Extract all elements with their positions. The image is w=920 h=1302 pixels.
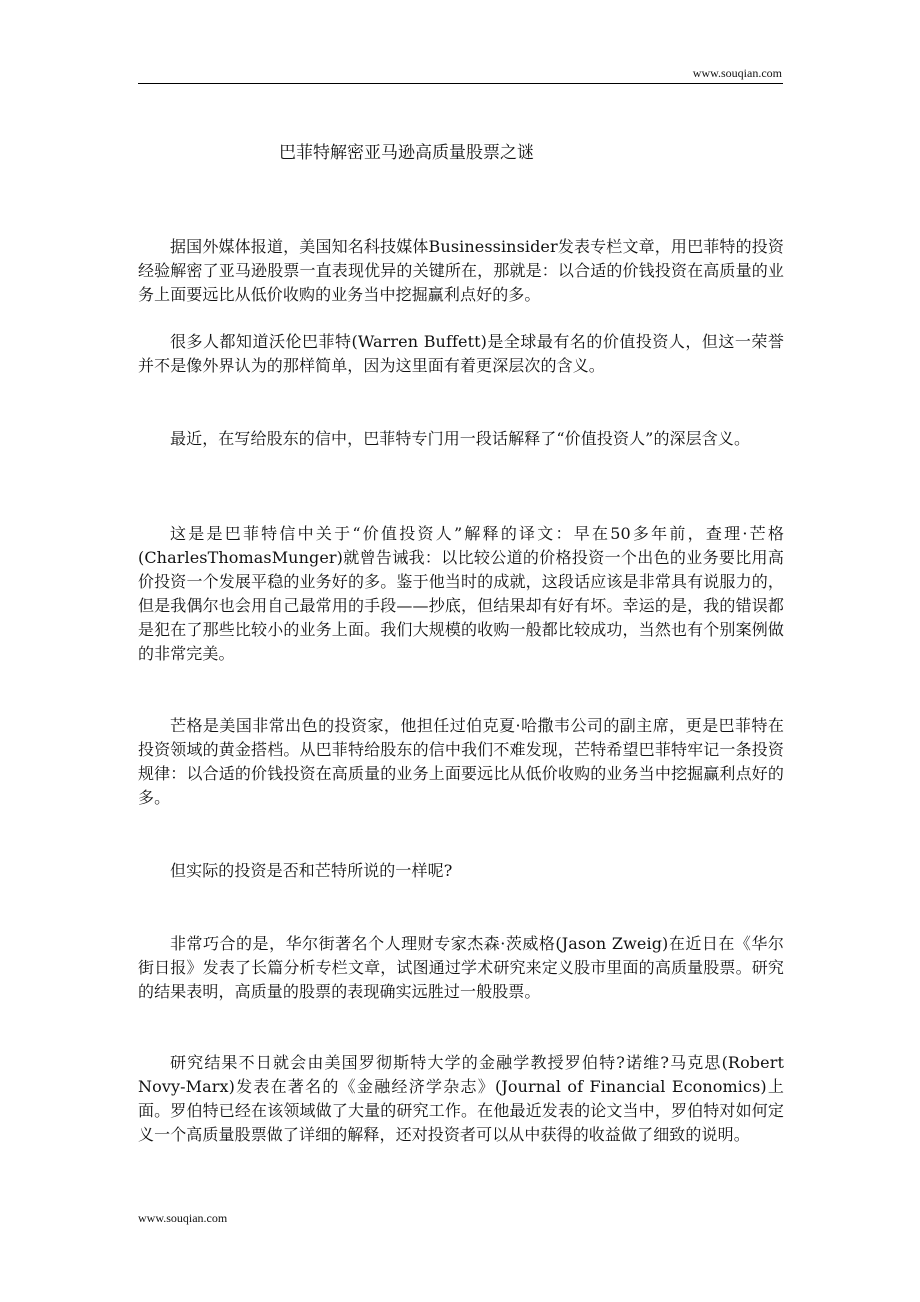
- paragraph-1: 据国外媒体报道，美国知名科技媒体Businessinsider发表专栏文章，用巴菲特的投资经验解密了亚马逊股票一直表现优异的关键所在，那就是：以合适的价钱投资在高质量的业务上面要远比从低价收购的业务当中挖掘赢利点好的多。: [138, 237, 784, 304]
- paragraph-3: 最近，在写给股东的信中，巴菲特专门用一段话解释了“价值投资人”的深层含义。: [170, 429, 751, 448]
- paragraph-2: 很多人都知道沃伦巴菲特(Warren Buffett)是全球最有名的价值投资人，但这一荣誉并不是像外界认为的那样简单，因为这里面有着更深层次的含义。: [138, 332, 784, 375]
- footer-url: www.souqian.com: [138, 1211, 228, 1225]
- document-title: 巴菲特解密亚马逊高质量股票之谜: [279, 143, 534, 163]
- paragraph-8: 研究结果不日就会由美国罗彻斯特大学的金融学教授罗伯特?诺维?马克思(Robert Novy-Marx)发表在著名的《金融经济学杂志》(Journal of Financial Economics)上面。罗伯特已经在该领域做了大量的研究工作。在他最近发表的论文当中，罗伯特对如何定义一个高质量股票做了详细的解释，还对投资者可以从中获得的收益做了细致的说明。: [138, 1053, 784, 1144]
- header-divider: [138, 83, 783, 84]
- paragraph-6: 但实际的投资是否和芒特所说的一样呢?: [170, 861, 453, 880]
- paragraph-7: 非常巧合的是，华尔街著名个人理财专家杰森·茨威格(Jason Zweig)在近日在《华尔街日报》发表了长篇分析专栏文章，试图通过学术研究来定义股市里面的高质量股票。研究的结果表明，高质量的股票的表现确实远胜过一般股票。: [138, 934, 784, 1001]
- paragraph-4: 这是是巴菲特信中关于“价值投资人”解释的译文：早在50多年前，查理·芒格(CharlesThomasMunger)就曾告诫我：以比较公道的价格投资一个出色的业务要比用高价投资一个发展平稳的业务好的多。鉴于他当时的成就，这段话应该是非常具有说服力的，但是我偶尔也会用自己最常用的手段——抄底，但结果却有好有坏。幸运的是，我的错误都是犯在了那些比较小的业务上面。我们大规模的收购一般都比较成功，当然也有个别案例做的非常完美。: [138, 524, 784, 663]
- paragraph-5: 芒格是美国非常出色的投资家，他担任过伯克夏·哈撒韦公司的副主席，更是巴菲特在投资领域的黄金搭档。从巴菲特给股东的信中我们不难发现，芒特希望巴菲特牢记一条投资规律：以合适的价钱投资在高质量的业务上面要远比从低价收购的业务当中挖掘赢利点好的多。: [138, 716, 784, 807]
- header-url: www.souqian.com: [692, 66, 782, 80]
